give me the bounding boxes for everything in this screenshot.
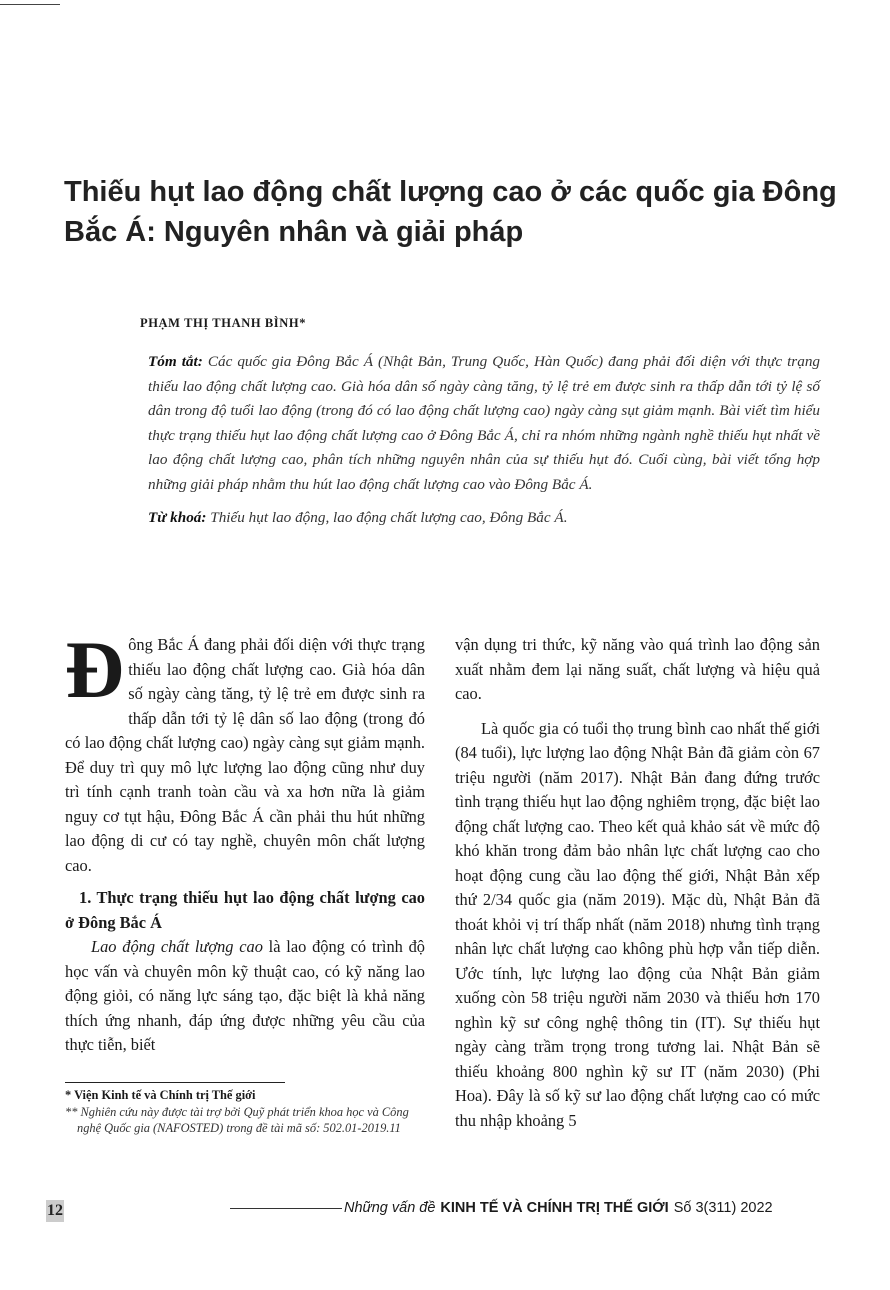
journal-name: KINH TẾ VÀ CHÍNH TRỊ THẾ GIỚI	[440, 1200, 669, 1216]
footnote-rule	[65, 1082, 285, 1083]
footer-rule	[230, 1208, 342, 1209]
right-column	[455, 633, 820, 1133]
footnote-affiliation: * Viện Kinh tế và Chính trị Thế giới	[65, 1088, 256, 1102]
keywords-text: Thiếu hụt lao động, lao động chất lượng cao, Đông Bắc Á.	[210, 508, 568, 526]
footnote-funding: ** Nghiên cứu này được tài trợ bởi Quỹ phát triển khoa học và Công nghệ Quốc gia (NAFOSTED) trong đề tài mã số: 502.01-2019.11	[65, 1104, 409, 1135]
section-heading: 1. Thực trạng thiếu hụt lao động chất lượng cao ở Đông Bắc Á	[65, 888, 425, 932]
journal-issue: Số 3(311) 2022	[673, 1200, 773, 1216]
article-title: Thiếu hụt lao động chất lượng cao ở các quốc gia Đông Bắc Á: Nguyên nhân và giải pháp	[64, 176, 837, 248]
intro-paragraph: ông Bắc Á đang phải đối diện với thực trạng thiếu lao động chất lượng cao. Già hóa dân số ngày càng tăng, tỷ lệ trẻ em được sinh ra thấp dẫn tới tỷ lệ dân số lao động (trong đó có lao động chất lượng cao) ngày càng sụt giảm mạnh. Để duy trì quy mô lực lượng lao động cũng như duy trì tính cạnh tranh toàn cầu và xa hơn nữa là giảm nguy cơ tụt hậu, Đông Bắc Á cần phải thu hút những lao động di cư có tay nghề, chuyên môn chất lượng cao.	[65, 635, 425, 875]
journal-prefix: Những vấn đề	[344, 1200, 436, 1216]
left-column	[65, 624, 425, 1058]
definition-term: Lao động chất lượng cao	[91, 937, 263, 956]
definition-text: là lao động có trình độ học vấn và chuyên môn kỹ thuật cao, có kỹ năng lao động giỏi, có năng lực sáng tạo, đặc biệt là khả năng thích ứng nhanh, đáp ứng được những yêu cầu của thực tiễn, biết	[65, 937, 425, 1054]
author: PHẠM THỊ THANH BÌNH*	[140, 316, 307, 330]
abstract-text: Các quốc gia Đông Bắc Á (Nhật Bản, Trung Quốc, Hàn Quốc) đang phải đối diện với thực trạng thiếu lao động chất lượng cao. Già hóa dân số ngày càng tăng, tỷ lệ trẻ em được sinh ra thấp dẫn tới tỷ lệ số dân trong độ tuổi lao động (trong đó có lao động chất lượng cao) ngày càng sụt giảm mạnh. Bài viết tìm hiểu thực trạng thiếu hụt lao động chất lượng cao ở Đông Bắc Á, chỉ ra nhóm những ngành nghề thiếu hụt nhất về lao động chất lượng cao, phân tích những nguyên nhân của sự thiếu hụt đó. Cuối cùng, bài viết tổng hợp những giải pháp nhằm thu hút lao động chất lượng cao vào Đông Bắc Á.	[148, 353, 821, 493]
paragraph-japan: Là quốc gia có tuổi thọ trung bình cao nhất thế giới (84 tuổi), lực lượng lao động Nhật Bản đã giảm còn 67 triệu người (năm 2017). Nhật Bản đang đứng trước tình trạng thiếu hụt lao động nghiêm trọng, đặc biệt lao động chất lượng cao. Theo kết quả khảo sát về mức độ khó khăn trong đảm bảo nhân lực chất lượng cao cho hoạt động cung cầu lao động thế giới, Nhật Bản xếp thứ 2/34 quốc gia (năm 2019). Mặc dù, Nhật Bản đã thoát khỏi vị trí thấp nhất (năm 2018) nhưng tình trạng nhân lực chất lượng cao không phù hợp vẫn tiếp diễn. Ước tính, lực lượng lao động của Nhật Bản giảm xuống còn 58 triệu người năm 2030 và thiếu hơn 170 nghìn kỹ sư công nghệ thông tin (IT). Sự thiếu hụt ngày càng trầm trọng trong tương lai. Nhật Bản sẽ thiếu khoảng 800 nghìn kỹ sư IT (năm 2030) (Phi Hoa). Đây là số kỹ sư lao động chất lượng cao có mức thu nhập khoảng 5	[455, 718, 820, 1130]
abstract-label: Tóm tắt:	[148, 353, 203, 370]
footnotes	[65, 1087, 425, 1137]
page-number: 12	[46, 1200, 64, 1222]
drop-cap: Đ	[65, 624, 125, 715]
keywords-label: Từ khoá:	[148, 508, 207, 526]
abstract	[148, 350, 820, 530]
paragraph-continuation: vận dụng tri thức, kỹ năng vào quá trình lao động sản xuất nhằm đem lại năng suất, chất lượng và hiệu quả cao.	[455, 635, 820, 703]
definition-paragraph	[65, 935, 425, 1058]
top-rule	[0, 4, 60, 5]
running-footer	[230, 1200, 820, 1216]
